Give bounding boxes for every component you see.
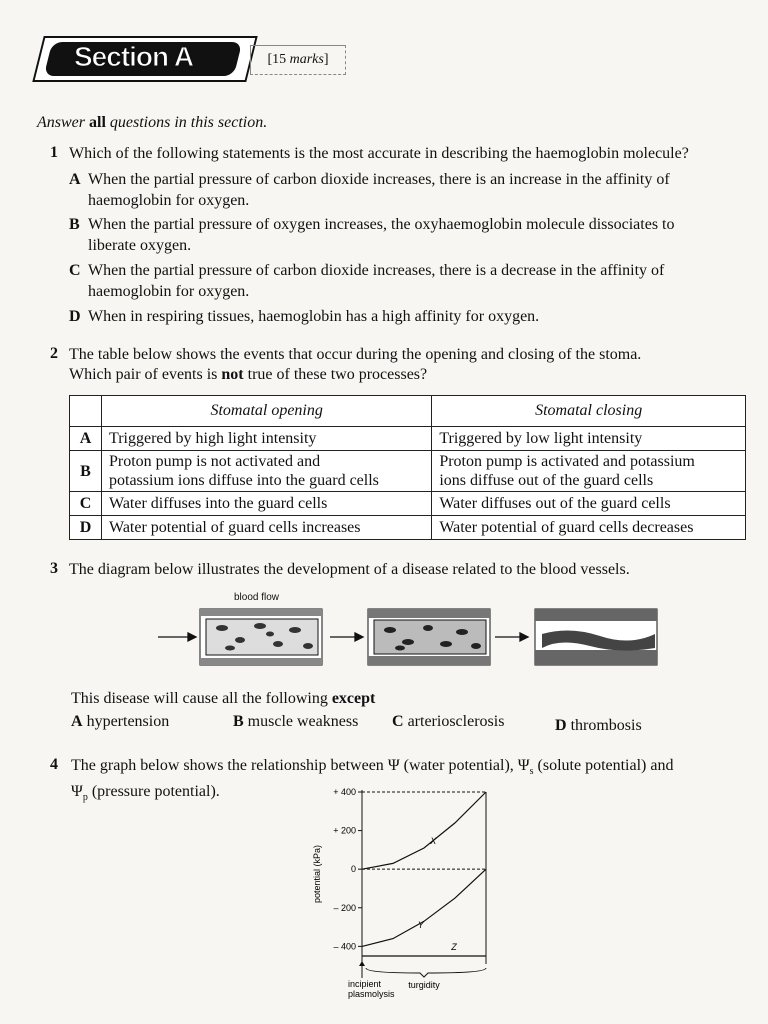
instruction: Answer all questions in this section. <box>37 114 268 131</box>
col-header-opening: Stomatal opening <box>102 396 432 427</box>
q3-option-d: D thrombosis <box>555 717 642 734</box>
vessel-stage-2 <box>368 609 490 665</box>
potential-graph <box>300 780 500 1020</box>
vessel-diagram <box>150 604 660 670</box>
table-row: C Water diffuses into the guard cells Water diffuses out of the guard cells <box>70 492 746 516</box>
vessel-stage-3 <box>535 609 657 665</box>
y-tick-label: + 400 <box>333 787 356 797</box>
q1-option-c: C When the partial pressure of carbon dioxide increases, there is a decrease in the affinity of haemoglobin for oxygen. <box>69 262 665 300</box>
vessel-stage-1 <box>200 609 322 665</box>
q3-number: 3 <box>50 560 58 577</box>
series-z-label: Z <box>451 942 457 953</box>
q1-stem: Which of the following statements is the most accurate in describing the haemoglobin molecule? <box>69 145 689 162</box>
q1-option-b: B When the partial pressure of oxygen increases, the oxyhaemoglobin molecule dissociates to liberate oxygen. <box>69 216 675 254</box>
q4-stem: The graph below shows the relationship between Ψ (water potential), $\Psi_s$ (solute potential) and $\Psi_p$ (pressure potential). <box>71 757 674 804</box>
section-title: Section A <box>74 41 194 72</box>
q1-option-d: D When in respiring tissues, haemoglobin has a high affinity for oxygen. <box>69 308 540 325</box>
table-row: B Proton pump is not activated and potassium ions diffuse into the guard cells Proton pump is activated and potassium ions diffuse out of the guard cells <box>70 451 746 492</box>
x-axis-label: turgidity <box>408 980 440 990</box>
incipient-arrowhead <box>359 961 365 966</box>
blood-flow-label: blood flow <box>234 592 280 603</box>
y-tick-label: – 200 <box>333 902 356 913</box>
q3-stem: The diagram below illustrates the development of a disease related to the blood vessels. <box>69 561 630 578</box>
q1-option-a: A When the partial pressure of carbon dioxide increases, there is an increase in the affinity of haemoglobin for oxygen. <box>69 171 670 209</box>
stomata-table <box>69 395 746 540</box>
q4-number: 4 <box>50 756 58 773</box>
series-x-line <box>362 792 486 869</box>
table-row: D Water potential of guard cells increases Water potential of guard cells decreases <box>70 516 746 540</box>
q1-number: 1 <box>50 144 58 161</box>
q3-option-c: C arteriosclerosis <box>392 713 505 730</box>
y-tick-label: + 200 <box>333 825 356 836</box>
series-y-label: Y <box>417 920 424 931</box>
q2-number: 2 <box>50 345 58 362</box>
y-axis-label: potential (kPa) <box>312 844 322 904</box>
turgidity-brace <box>366 968 486 977</box>
y-tick-label: – 400 <box>333 941 356 952</box>
table-row: A Triggered by high light intensity Triggered by low light intensity <box>70 427 746 451</box>
marks-box: [15 marks] <box>250 45 346 75</box>
y-tick-label: 0 <box>350 864 356 875</box>
q3-prompt: This disease will cause all the following except <box>71 690 376 707</box>
table-header-row <box>70 396 746 427</box>
col-header-closing: Stomatal closing <box>432 396 746 427</box>
q3-option-a: A hypertension <box>71 713 170 730</box>
series-x-label: X <box>430 836 437 847</box>
x-start-label-2: plasmolysis <box>348 989 395 999</box>
q2-stem: The table below shows the events that occur during the opening and closing of the stoma. Which pair of events is not true of these two processes? <box>69 346 642 383</box>
x-start-label-1: incipient <box>348 979 382 989</box>
series-y-line <box>362 869 486 946</box>
q3-option-b: B muscle weakness <box>233 713 359 730</box>
